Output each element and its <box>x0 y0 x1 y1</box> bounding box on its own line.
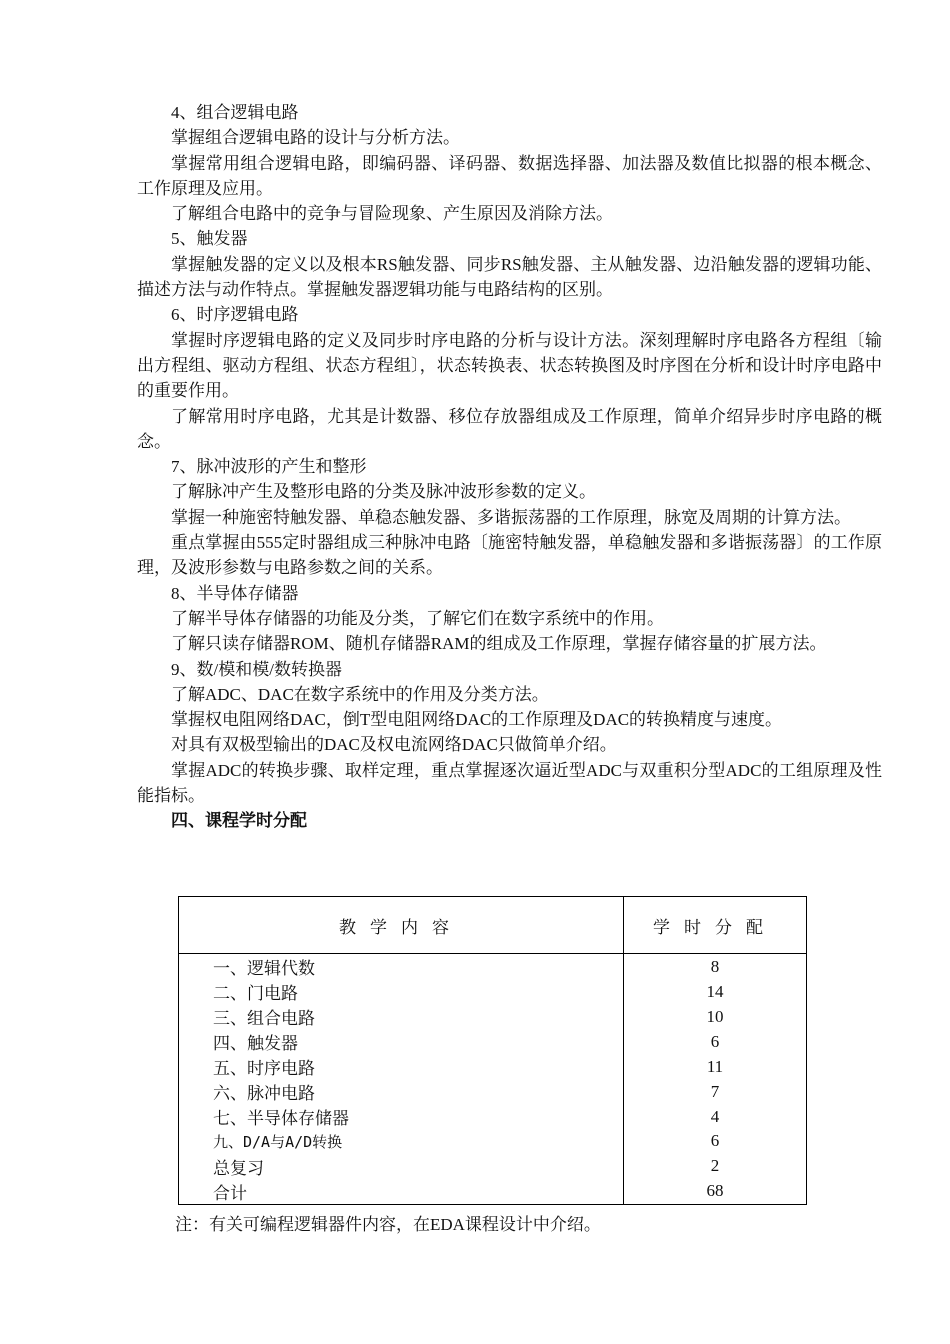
paragraph: 掌握组合逻辑电路的设计与分析方法。 <box>171 128 460 148</box>
topic-cell: 四、触发器 <box>179 1029 624 1054</box>
topic-cell: 七、半导体存储器 <box>179 1104 624 1129</box>
header-content: 教学内容 <box>179 897 624 954</box>
table-row <box>179 1079 807 1104</box>
paragraph: 掌握ADC的转换步骤、取样定理，重点掌握逐次逼近型ADC与双重积分型ADC的工组原理及性能指标。 <box>137 760 882 806</box>
hours-allocation-table <box>178 896 807 1205</box>
section-title: 6、时序逻辑电路 <box>171 305 299 325</box>
paragraph: 掌握权电阻网络DAC，倒T型电阻网络DAC的工作原理及DAC的转换精度与速度。 <box>171 710 783 730</box>
paragraph: 了解ADC、DAC在数字系统中的作用及分类方法。 <box>171 684 549 704</box>
table-row <box>179 1129 807 1154</box>
paragraph: 掌握一种施密特触发器、单稳态触发器、多谐振荡器的工作原理，脉宽及周期的计算方法。 <box>171 507 851 527</box>
hours-cell: 68 <box>624 1179 807 1205</box>
table-row <box>179 1029 807 1054</box>
section-title: 9、数/模和模/数转换器 <box>171 659 342 679</box>
paragraph: 了解半导体存储器的功能及分类，了解它们在数字系统中的作用。 <box>171 608 664 628</box>
hours-cell: 8 <box>624 954 807 980</box>
topic-cell: 总复习 <box>179 1154 624 1179</box>
chapter-heading: 四、课程学时分配 <box>171 811 307 831</box>
topic-cell: 六、脉冲电路 <box>179 1079 624 1104</box>
hours-cell: 6 <box>624 1129 807 1154</box>
section-title: 4、组合逻辑电路 <box>171 103 299 122</box>
paragraph: 掌握时序逻辑电路的定义及同步时序电路的分析与设计方法。深刻理解时序电路各方程组〔输出方程组、驱动方程组、状态方程组〕，状态转换表、状态转换图及时序图在分析和设计时序电路中的重要作用。 <box>137 330 882 401</box>
table-row <box>179 979 807 1004</box>
hours-cell: 2 <box>624 1154 807 1179</box>
hours-cell: 6 <box>624 1029 807 1054</box>
table-row <box>179 1054 807 1079</box>
paragraph: 掌握常用组合逻辑电路，即编码器、译码器、数据选择器、加法器及数值比拟器的根本概念、工作原理及应用。 <box>137 153 882 198</box>
table-note: 注：有关可编程逻辑器件内容，在EDA课程设计中介绍。 <box>175 1215 601 1234</box>
syllabus-body <box>137 100 882 834</box>
hours-cell: 4 <box>624 1104 807 1129</box>
table-row <box>179 1154 807 1179</box>
paragraph: 重点掌握由555定时器组成三种脉冲电路〔施密特触发器，单稳触发器和多谐振荡器〕的工作原理，及波形参数与电路参数之间的关系。 <box>137 533 882 578</box>
table-row <box>179 954 807 980</box>
table-row <box>179 1104 807 1129</box>
paragraph: 了解只读存储器ROM、随机存储器RAM的组成及工作原理，掌握存储容量的扩展方法。 <box>171 634 827 654</box>
section-title: 7、脉冲波形的产生和整形 <box>171 457 367 477</box>
paragraph: 了解常用时序电路，尤其是计数器、移位存放器组成及工作原理，简单介绍异步时序电路的概念。 <box>137 406 882 451</box>
topic-cell: 五、时序电路 <box>179 1054 624 1079</box>
paragraph: 了解组合电路中的竞争与冒险现象、产生原因及消除方法。 <box>171 204 613 224</box>
paragraph: 对具有双极型输出的DAC及权电流网络DAC只做简单介绍。 <box>171 735 617 755</box>
table-row <box>179 1179 807 1205</box>
header-hours: 学时分配 <box>624 897 807 954</box>
hours-cell: 14 <box>624 979 807 1004</box>
paragraph: 掌握触发器的定义以及根本RS触发器、同步RS触发器、主从触发器、边沿触发器的逻辑功能、描述方法与动作特点。掌握触发器逻辑功能与电路结构的区别。 <box>137 254 882 300</box>
section-title: 8、半导体存储器 <box>171 583 299 603</box>
table-header-row <box>179 897 807 954</box>
topic-cell: 二、门电路 <box>179 979 624 1004</box>
paragraph: 了解脉冲产生及整形电路的分类及脉冲波形参数的定义。 <box>171 482 596 502</box>
topic-cell: 三、组合电路 <box>179 1004 624 1029</box>
topic-cell: 九、D/A与A/D转换 <box>179 1129 624 1154</box>
topic-cell: 一、逻辑代数 <box>179 954 624 980</box>
hours-cell: 10 <box>624 1004 807 1029</box>
topic-cell: 合计 <box>179 1179 624 1205</box>
hours-cell: 7 <box>624 1079 807 1104</box>
section-title: 5、触发器 <box>171 229 248 249</box>
hours-cell: 11 <box>624 1054 807 1079</box>
table-row <box>179 1004 807 1029</box>
